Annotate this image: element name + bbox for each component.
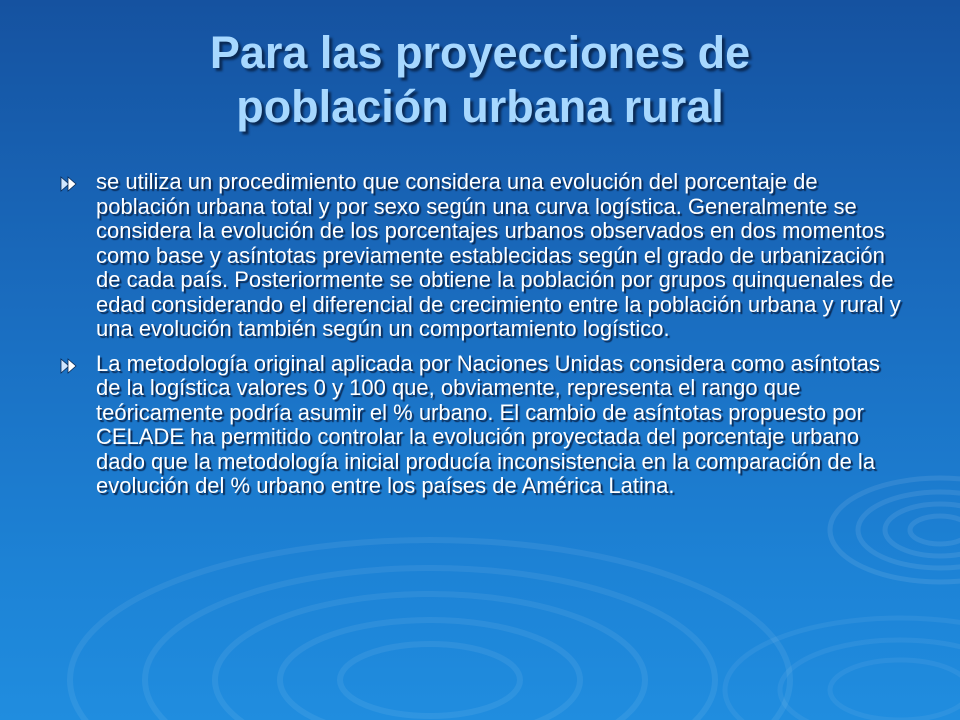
bullet-text: se utiliza un procedimiento que considera una evolución del porcentaje de población urbana total y por sexo según una curva logística. Generalmente se considera la evolución de los porcentajes urbanos observados en dos momentos como base y asíntotas previamente establecidas según el grado de urbanización de cada país. Posteriormente se obtiene la población por grupos quinquenales de edad considerando el diferencial de crecimiento entre la población urbana y rural y una evolución también según un comportamiento logístico. xyxy=(96,169,901,341)
slide-title-line-2: población urbana rural xyxy=(236,81,724,132)
slide-title xyxy=(40,26,920,134)
slide-title-line-1: Para las proyecciones de xyxy=(209,27,751,78)
bullet-text: La metodología original aplicada por Naciones Unidas considera como asíntotas de la logística valores 0 y 100 que, obviamente, representa el rango que teóricamente podría asumir el % urbano. El cambio de asíntotas propuesto por CELADE ha permitido controlar la evolución proyectada del porcentaje urbano dado que la metodología inicial producía inconsistencia en la comparación de la evolución del % urbano entre los países de América Latina. xyxy=(96,350,880,498)
bullet-list xyxy=(60,170,910,509)
chevron-arrow-bullet-icon xyxy=(60,358,78,374)
bullet-item xyxy=(60,352,910,499)
chevron-arrow-bullet-icon xyxy=(60,176,78,192)
bullet-item xyxy=(60,170,910,342)
